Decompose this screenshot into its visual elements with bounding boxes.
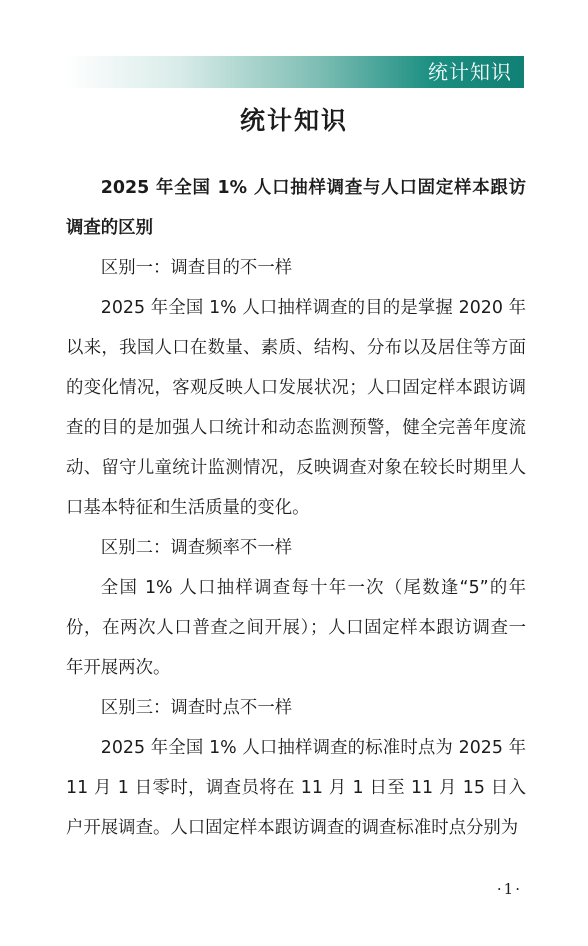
- section-label: 统计知识: [428, 60, 512, 84]
- article-heading: 2025 年全国 1% 人口抽样调查与人口固定样本跟访调查的区别: [66, 178, 526, 238]
- section-heading-3: 区别三：调查时点不一样: [100, 698, 293, 718]
- page-title: 统计知识: [239, 106, 348, 135]
- article-body: [66, 168, 526, 848]
- section-heading-2: 区别二：调查频率不一样: [100, 538, 293, 558]
- page-number: ·1·: [496, 880, 522, 898]
- section-banner: [64, 56, 524, 88]
- section-heading-1: 区别一：调查目的不一样: [100, 258, 293, 278]
- paragraph-1: 2025 年全国 1% 人口抽样调查的目的是掌握 2020 年以来，我国人口在数量、素质、结构、分布以及居住等方面的变化情况，客观反映人口发展状况；人口固定样本跟访调查的目的是加强人口统计和动态监测预警，健全完善年度流动、留守儿童统计监测情况，反映调查对象在较长时期里人口基本特征和生活质量的变化。: [66, 298, 526, 518]
- paragraph-2: 全国 1% 人口抽样调查每十年一次（尾数逢“5”的年份，在两次人口普查之间开展）；人口固定样本跟访调查一年开展两次。: [66, 578, 526, 678]
- paragraph-3: 2025 年全国 1% 人口抽样调查的标准时点为 2025 年 11 月 1 日零时，调查员将在 11 月 1 日至 11 月 15 日入户开展调查。人口固定样本跟访调查的调查标准时点分别为: [66, 738, 526, 838]
